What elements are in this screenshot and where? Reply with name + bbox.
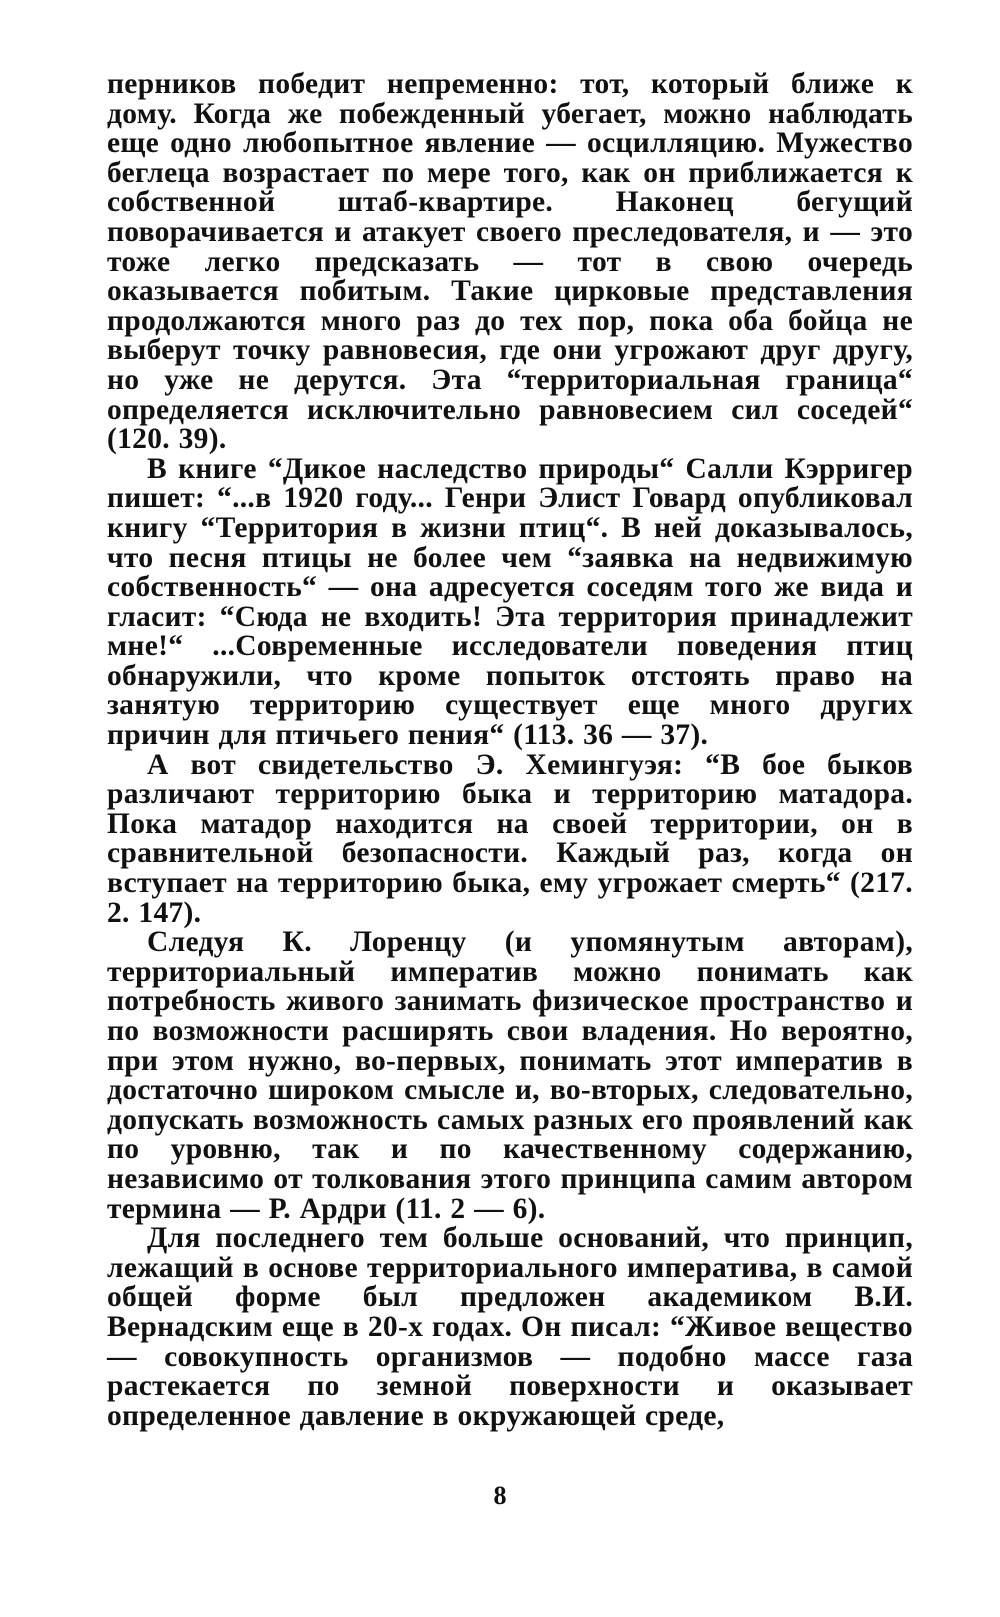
paragraph: Для последнего тем больше оснований, что принцип, лежащий в основе территориального императива, в самой общей форме был предложен академиком В.И. Вернадским еще в 20-х годах. Он писал: “Живое вещество — совокупность организмов — подобно массе газа растекается по земной поверхности и оказывает определенное давление в окружающей среде, <box>107 1222 913 1432</box>
page-number: 8 <box>493 1481 507 1510</box>
paragraph: А вот свидетельство Э. Хемингуэя: “В бое быков различают территорию быка и территорию матадора. Пока матадор находится на своей территории, он в сравнительной безопасности. Каждый раз, когда он вступает на территорию быка, ему угрожает смерть“ (217. 2. 147). <box>107 748 913 929</box>
paragraph: перников победит непременно: тот, который ближе к дому. Когда же побежденный убегает, можно наблюдать еще одно любопытное явление — осцилляцию. Мужество беглеца возрастает по мере того, как он приближается к собственной штаб-квартире. Наконец бегущий поворачивается и атакует своего преследователя, и — это тоже легко предсказать — тот в свою очередь оказывается побитым. Такие цирковые представления продолжаются много раз до тех пор, пока оба бойца не выберут точку равновесия, где они угрожают друг другу, но уже не дерутся. Эта “территориальная граница“ определяется исключительно равновесием сил соседей“ (120. 39). <box>107 68 913 456</box>
page-body <box>107 70 913 1431</box>
paragraph: Следуя К. Лоренцу (и упомянутым авторам), территориальный императив можно понимать как потребность живого занимать физическое пространство и по возможности расширять свои владения. Но вероятно, при этом нужно, во-первых, понимать этот императив в достаточно широком смысле и, во-вторых, следовательно, допускать возможность самых разных его проявлений как по уровню, так и по качественному содержанию, независимо от толкования этого принципа самим автором термина — Р. Ардри (11. 2 — 6). <box>107 926 913 1225</box>
paragraph: В книге “Дикое наследство природы“ Салли Кэрригер пишет: “...в 1920 году... Генри Элист Говард опубликовал книгу “Территория в жизни птиц“. В ней доказывалось, что песня птицы не более чем “заявка на недвижимую собственность“ — она адресуется соседям того же вида и гласит: “Сюда не входить! Эта территория принадлежит мне!“ ...Современные исследователи поведения птиц обнаружили, что кроме попыток отстоять право на занятую территорию существует еще много других причин для птичьего пения“ (113. 36 — 37). <box>107 452 913 752</box>
